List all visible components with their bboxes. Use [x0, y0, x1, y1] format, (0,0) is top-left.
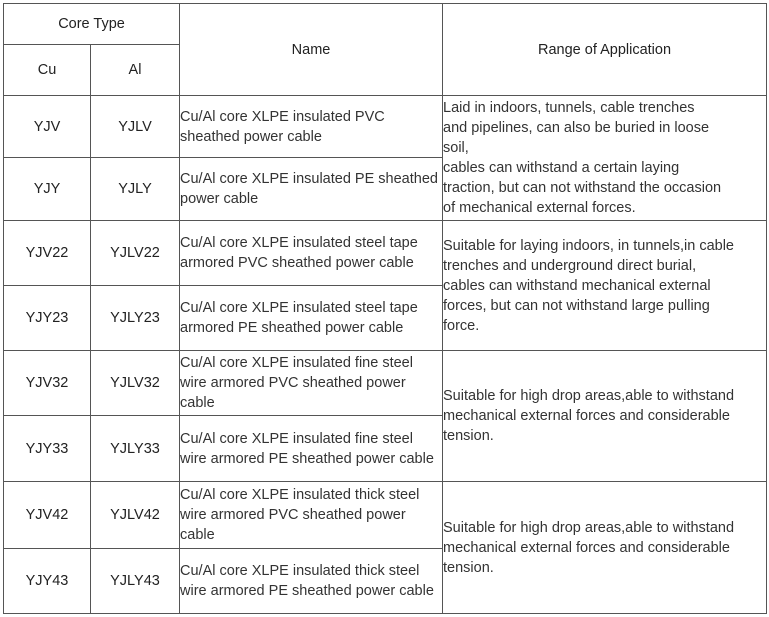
application-cell — [443, 351, 767, 482]
application-line: tension. — [443, 559, 494, 576]
al-code: YJLY33 — [91, 416, 180, 482]
application-line: forces, but can not withstand large pulling — [443, 297, 710, 314]
cable-name: Cu/Al core XLPE insulated thick steel wire armored PE sheathed power cable — [180, 549, 443, 614]
application-line: mechanical external forces and considerable — [443, 539, 730, 556]
application-line: cables can withstand mechanical external — [443, 277, 711, 294]
cu-code: YJV42 — [4, 482, 91, 549]
cable-name: Cu/Al core XLPE insulated fine steel wire armored PE sheathed power cable — [180, 416, 443, 482]
application-line: tension. — [443, 428, 494, 444]
core-type-header: Core Type — [4, 4, 180, 45]
cable-name: Cu/Al core XLPE insulated PE sheathed power cable — [180, 158, 443, 221]
cable-name: Cu/Al core XLPE insulated fine steel wire armored PVC sheathed power cable — [180, 351, 443, 416]
application-line: mechanical external forces and considerable — [443, 408, 730, 424]
cu-code: YJY33 — [4, 416, 91, 482]
cu-code: YJY — [4, 158, 91, 221]
table-row — [4, 482, 767, 549]
application-line: trenches and underground direct burial, — [443, 257, 697, 274]
cu-code: YJY23 — [4, 286, 91, 351]
table-row — [4, 221, 767, 286]
cu-code: YJV22 — [4, 221, 91, 286]
application-line: of mechanical external forces. — [443, 200, 636, 216]
application-line: Suitable for high drop areas,able to withstand — [443, 388, 735, 404]
application-line: and pipelines, can also be buried in loose — [443, 120, 710, 136]
table-row — [4, 351, 767, 416]
al-code: YJLY — [91, 158, 180, 221]
cu-code: YJV32 — [4, 351, 91, 416]
application-line: Suitable for laying indoors, in tunnels,in cable — [443, 237, 734, 254]
application-header: Range of Application — [443, 4, 767, 96]
al-code: YJLV32 — [91, 351, 180, 416]
application-line: cables can withstand a certain laying — [443, 160, 680, 176]
al-header: Al — [91, 45, 180, 96]
al-code: YJLV42 — [91, 482, 180, 549]
application-line: traction, but can not withstand the occasion — [443, 180, 722, 196]
application-line: Laid in indoors, tunnels, cable trenches — [443, 100, 695, 116]
table-row — [4, 96, 767, 158]
application-cell — [443, 482, 767, 614]
al-code: YJLV — [91, 96, 180, 158]
application-line: Suitable for high drop areas,able to withstand — [443, 519, 735, 536]
application-line: soil, — [443, 140, 469, 156]
cable-name: Cu/Al core XLPE insulated PVC sheathed power cable — [180, 96, 443, 158]
cu-header: Cu — [4, 45, 91, 96]
al-code: YJLY43 — [91, 549, 180, 614]
cable-name: Cu/Al core XLPE insulated steel tape armored PE sheathed power cable — [180, 286, 443, 351]
cable-name: Cu/Al core XLPE insulated thick steel wire armored PVC sheathed power cable — [180, 482, 443, 549]
header-row — [4, 4, 767, 45]
al-code: YJLY23 — [91, 286, 180, 351]
application-cell — [443, 96, 767, 221]
application-cell — [443, 221, 767, 351]
application-line: force. — [443, 317, 480, 334]
cu-code: YJY43 — [4, 549, 91, 614]
cable-spec-table — [3, 3, 767, 614]
cable-name: Cu/Al core XLPE insulated steel tape armored PVC sheathed power cable — [180, 221, 443, 286]
name-header: Name — [180, 4, 443, 96]
cu-code: YJV — [4, 96, 91, 158]
al-code: YJLV22 — [91, 221, 180, 286]
